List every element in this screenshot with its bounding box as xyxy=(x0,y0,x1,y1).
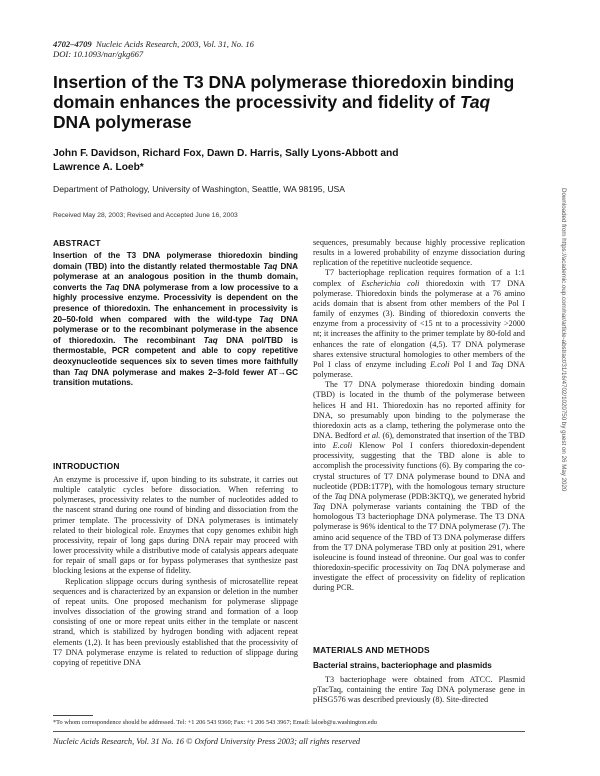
intro-paragraph-1: An enzyme is processive if, upon binding to its substrate, it carries out multiple catalytic cycles before dissociation. When referring to polymerases, processivity relates to the number of nucleotides added to the nascent strand during one round of binding and dissociation from the primer template. The processivity of DNA polymerases is intimately related to their biological role. Enzymes that copy genomes exhibit high processivity, repair of long gaps during DNA repair may proceed with lower processivity while a distributive mode of catalysis appears adequate for repair of small gaps or for bypass polymerases that synthesize past blocking lesions at the expense of fidelity. xyxy=(53,475,298,576)
abstract-part: DNA polymerase at an analogous position in the thumb domain, converts the xyxy=(53,261,298,292)
abstract-taq: Taq xyxy=(263,261,278,271)
species-name: Escherichia coli xyxy=(361,278,420,288)
methods-paragraph-1 xyxy=(313,675,525,705)
abstract-taq: Taq xyxy=(105,282,120,292)
text-run: DNA polymerase variants containing the TBD of the homologous T3 bacteriophage DNA polymerase. The T3 DNA polymerase is 96% identical to the T7 DNA polymerase (7). The amino acid sequence of the TBD of T3 DNA polymerase differs from the T7 DNA polymerase TBD only at position 291, where isoleucine is found instead of threonine. Our goal was to confer thioredoxin-specific processivity on xyxy=(313,502,525,572)
download-watermark: Downloaded from https://academic.oup.com/nar/article-abstract/31/16/4702/1020750 by guest on 26 May 2020 xyxy=(560,188,567,492)
species-name: Taq xyxy=(491,359,504,369)
footer-divider xyxy=(53,731,525,732)
header-citation xyxy=(53,39,513,49)
page-range: 4702–4709 xyxy=(53,39,92,49)
species-name: Taq xyxy=(334,491,347,501)
intro-paragraph-2: Replication slippage occurs during synthesis of microsatellite repeat sequences and is characterized by an expansion or deletion in the number of repeat units. One proposed mechanism for polymerase slippage involves dissociation of the growing strand and formation of a loop consisting of one or more repeat units either in the template or nascent strand, which is stabilized by hydrogen bonding with adjacent repeat elements (1,2). It has been previously established that the processivity of T7 DNA polymerase enzyme is related to reduction of slippage during copying of repetitive DNA xyxy=(53,576,298,667)
right-paragraph-2 xyxy=(313,268,525,380)
received-dates: Received May 28, 2003; Revised and Accepted June 16, 2003 xyxy=(53,212,238,219)
journal-citation: Nucleic Acids Research, 2003, Vol. 31, No. 16 xyxy=(95,39,254,49)
correspondence-footnote: *To whom correspondence should be addressed. Tel: +1 206 543 9360; Fax: +1 206 543 3967; Email: laloeb@u.washington.edu xyxy=(53,719,377,726)
text-run: DNA polymerase gene in pHSG576 was described previously (8). Site-directed xyxy=(313,685,525,705)
methods-text xyxy=(313,675,525,705)
species-name: Taq xyxy=(313,502,325,512)
abstract-taq: Taq xyxy=(259,314,274,324)
doi: DOI: 10.1093/nar/gkg667 xyxy=(53,49,144,59)
text-run: DNA polymerase. xyxy=(313,359,525,380)
title-text: Insertion of the T3 DNA polymerase thioredoxin binding domain enhances the processivity and fidelity of xyxy=(53,72,515,112)
species-name: E.coli xyxy=(430,359,450,369)
abstract-text xyxy=(53,251,298,389)
text-run: DNA polymerase and investigate the effect of processivity on fidelity of replication during PCR. xyxy=(313,563,525,593)
affiliation: Department of Pathology, University of Washington, Seattle, WA 98195, USA xyxy=(53,184,346,194)
authors-line-1: John F. Davidson, Richard Fox, Dawn D. Harris, Sally Lyons-Abbott and xyxy=(53,148,399,159)
article-title xyxy=(53,72,523,132)
abstract-part: DNA pol/TBD is thermostable, PCR competent and able to copy repetitive deoxynucleotide sequences six to seven times more faithfully than xyxy=(53,335,298,377)
abstract-part: DNA polymerase from a low processive to a highly processive enzyme. Processivity is dependent on the presence of thioredoxin. The enhancement in processivity is 20–50-fold when compared with the wild-type xyxy=(53,282,298,324)
abstract-part: Insertion of the T3 DNA polymerase thioredoxin binding domain (TBD) into the distantly related thermostable xyxy=(53,251,298,271)
abstract-taq: Taq xyxy=(73,367,88,377)
journal-header xyxy=(53,39,513,59)
introduction-heading: INTRODUCTION xyxy=(53,461,120,471)
right-paragraph-3 xyxy=(313,380,525,593)
text-run: The T7 DNA polymerase thioredoxin binding domain (TBD) is located in the thumb of the polymerase between helices H and H1. Thioredoxin has no reported affinity for DNA, so presumably upon binding to the polymerase the thioredoxin acts as a clamp, tethering the polymerase onto the DNA. Bedford xyxy=(313,380,525,440)
et-al: et al. xyxy=(363,430,381,440)
abstract-taq: Taq xyxy=(203,335,218,345)
authors-line-2: Lawrence A. Loeb* xyxy=(53,162,144,173)
species-name: Taq xyxy=(421,685,434,695)
text-run: T7 bacteriophage replication requires formation of a 1:1 complex of xyxy=(313,268,525,288)
text-run: T3 bacteriophage were obtained from ATCC. Plasmid pTacTaq, containing the entire xyxy=(313,675,525,695)
author-list xyxy=(53,147,473,175)
text-run: Pol I and xyxy=(449,359,492,369)
species-name: Taq xyxy=(436,563,449,572)
text-run: (6), demonstrated that insertion of the TBD into xyxy=(313,430,525,451)
species-name: E.coli xyxy=(332,441,353,451)
methods-heading: MATERIALS AND METHODS xyxy=(313,645,430,655)
text-run: DNA polymerase (PDB:3KTQ), we generated hybrid xyxy=(346,491,526,501)
text-run: thioredoxin with T7 DNA polymerase. Thioredoxin binds the polymerase at a 76 amino acids domain that is absent from other members of the Pol I family of enzymes (3). Binding of thioredoxin converts the enzyme from a processivity of <15 nt to a processivity >2000 nt; it increases the affinity to the primer template by 80-fold and enhances the rate of elongation (4,5). T7 DNA polymerase shares extensive structural homologies to other members of the Pol I class of enzyme including xyxy=(313,278,525,369)
title-taq: Taq xyxy=(459,92,491,112)
right-column-text xyxy=(313,238,525,593)
methods-subheading: Bacterial strains, bacteriophage and plasmids xyxy=(313,661,492,670)
abstract-heading: ABSTRACT xyxy=(53,238,101,248)
introduction-text xyxy=(53,475,298,668)
abstract-part: DNA polymerase or to the recombinant polymerase in the absence of thioredoxin. The recombinant xyxy=(53,314,298,345)
text-run: Klenow Pol I confers thioredoxin-dependent processivity, suggesting that the TBD alone is able to accomplish the processivity functions (6). By comparing the co-crystal structures of T7 DNA polymerase bound to DNA and nucleotide (PDB:1T7P), with the homologous ternary structure of the xyxy=(313,441,525,501)
copyright-footer: Nucleic Acids Research, Vol. 31 No. 16 © Oxford University Press 2003; all rights reserved xyxy=(53,737,361,746)
abstract-part: DNA polymerase and makes 2–3-fold fewer AT→GC transition mutations. xyxy=(53,367,298,388)
footnote-divider xyxy=(53,715,93,716)
right-paragraph-1: sequences, presumably because highly processive replication results in a lowered probability of enzyme dissociation during replication of the repetitive nucleotide sequence. xyxy=(313,238,525,268)
title-text-end: DNA polymerase xyxy=(53,112,192,132)
